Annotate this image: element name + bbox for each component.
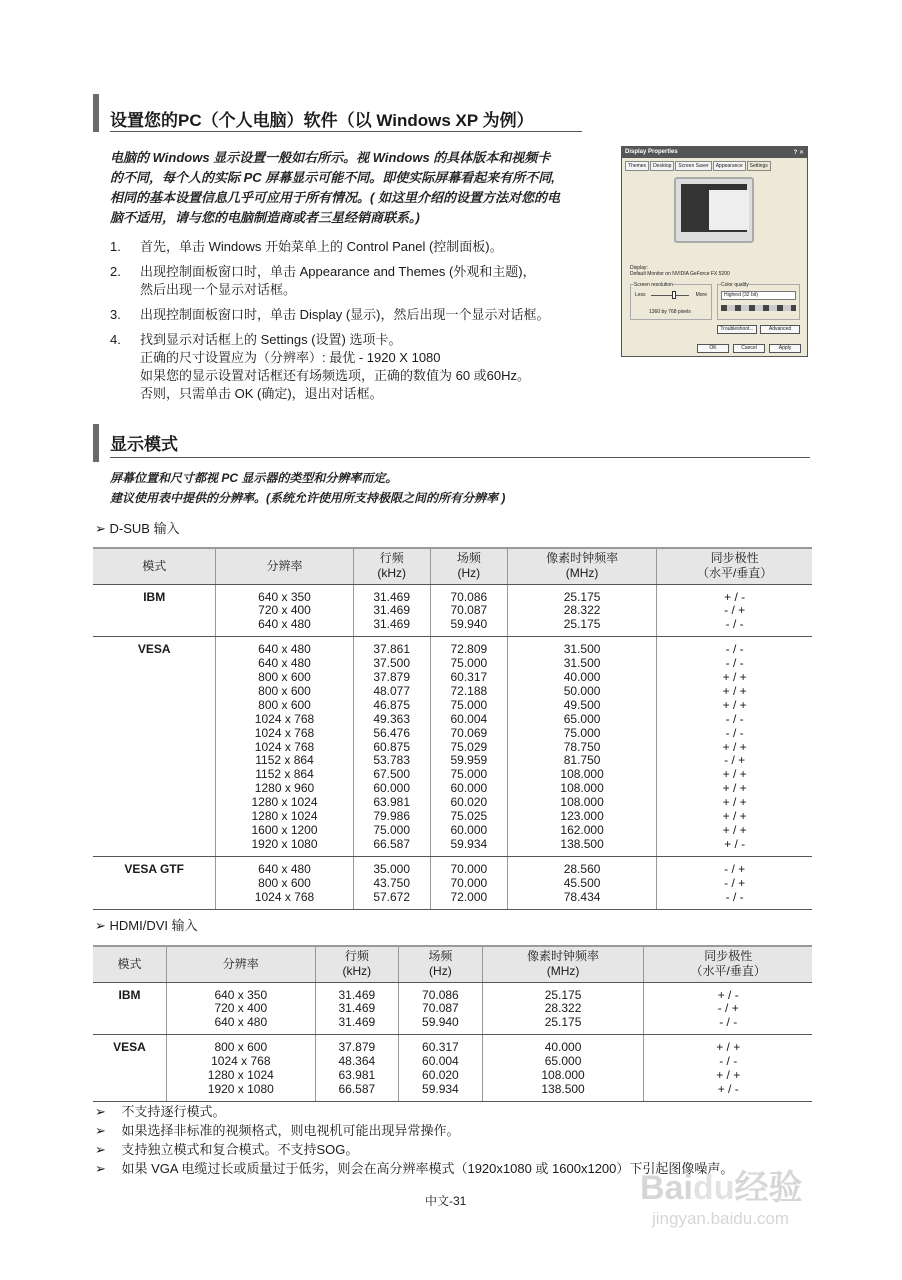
cell-value: - / -: [725, 711, 744, 726]
cell-value: 70.087: [450, 603, 488, 618]
display-value: Default Monitor on NVIDIA GeForce FX 5200: [630, 271, 730, 277]
step-item: [110, 238, 610, 256]
cell-value: - / -: [719, 1015, 738, 1030]
step-text: [140, 263, 536, 299]
cell-value: 1024 x 768: [254, 711, 315, 726]
cell-value: 50.000: [563, 683, 601, 698]
cell-value: 78.750: [563, 739, 601, 754]
cell-value: 59.934: [450, 836, 488, 851]
section-bar: [93, 424, 99, 462]
header-line: (kHz): [377, 566, 407, 581]
intro-line: 屏幕位置和尺寸都视 PC 显示器的类型和分辨率而定。: [110, 471, 398, 485]
resolution-label: Screen resolution: [634, 282, 673, 288]
advanced-button[interactable]: Advanced: [760, 325, 800, 334]
cell-value: 65.000: [544, 1054, 582, 1069]
value-cell: [399, 1035, 483, 1102]
cell-value: 162.000: [560, 823, 604, 837]
cell-value: 40.000: [544, 1040, 582, 1055]
cell-value: 75.000: [450, 767, 488, 782]
cell-value: 48.077: [373, 683, 411, 698]
cell-value: 70.087: [422, 1001, 459, 1016]
value-cell: [167, 982, 316, 1035]
column-header: [657, 548, 812, 584]
step-line: 首先，单击 Windows 开始菜单上的 Control Panel (控制面板)。: [140, 239, 503, 254]
note-item: ➢ 如果 VGA 电缆过长或质量过于低劣，则会在高分辨率模式（1920x1080 或 1600x1200）下引起图像噪声。: [95, 1161, 734, 1176]
step-item: [110, 263, 610, 299]
cell-value: 60.317: [422, 1040, 459, 1055]
cell-value: 63.981: [338, 1068, 376, 1083]
section-title-pc-setup: 设置您的PC（个人电脑）软件（以 Windows XP 为例）: [110, 111, 534, 130]
header-line: 分辨率: [222, 956, 259, 971]
cell-value: + / +: [722, 795, 747, 810]
cell-value: 59.940: [450, 617, 488, 632]
cell-value: 60.000: [450, 823, 488, 837]
value-cell: [399, 982, 483, 1035]
column-header: [430, 548, 507, 584]
cell-value: 60.020: [422, 1068, 459, 1083]
value-cell: [216, 584, 353, 637]
dsub-table: [93, 547, 812, 910]
cell-value: + / +: [716, 1068, 741, 1083]
dsub-label-text: D-SUB 输入: [109, 521, 180, 536]
cell-value: - / -: [725, 617, 744, 632]
cell-value: 640 x 350: [214, 987, 268, 1002]
cell-value: + / +: [722, 781, 747, 796]
column-header: [93, 548, 216, 584]
value-cell: [353, 584, 430, 637]
cell-value: 800 x 600: [258, 683, 311, 698]
value-cell: [507, 584, 656, 637]
cell-value: 57.672: [373, 889, 411, 904]
cell-value: 1280 x 1024: [251, 795, 318, 810]
cell-value: 60.317: [450, 670, 488, 685]
step-line: 找到显示对话框上的 Settings (设置) 选项卡。: [140, 332, 402, 347]
cell-value: 59.959: [450, 753, 488, 768]
baidu-watermark: Baidu经验 jingyan.baidu.com: [640, 1169, 803, 1228]
intro-text: [110, 468, 505, 508]
cell-value: 70.000: [450, 861, 488, 876]
mode-cell: VESA: [93, 637, 216, 857]
cell-value: 60.004: [450, 711, 488, 726]
cell-value: 31.469: [373, 603, 411, 618]
step-text: [140, 331, 530, 403]
cell-value: 37.861: [373, 642, 411, 657]
step-number: 1.: [110, 239, 121, 254]
cell-value: 1920 x 1080: [251, 836, 318, 851]
cell-value: 800 x 600: [214, 1040, 268, 1055]
header-line: (MHz): [565, 566, 599, 581]
cell-value: - / +: [724, 875, 746, 890]
cell-value: 800 x 600: [258, 875, 311, 890]
cell-value: 49.363: [373, 711, 411, 726]
cell-value: 31.469: [373, 617, 411, 632]
note-text: 如果 VGA 电缆过长或质量过于低劣，则会在高分辨率模式（1920x1080 或 1600x1200）下引起图像噪声。: [121, 1161, 734, 1176]
cell-value: 1280 x 1024: [251, 809, 318, 824]
cell-value: 640 x 350: [258, 589, 311, 604]
table-row-group: [93, 637, 812, 857]
cell-value: 48.364: [338, 1054, 376, 1069]
header-line: 场频: [456, 551, 481, 566]
cell-value: 75.025: [450, 809, 488, 824]
cell-value: 1152 x 864: [255, 767, 314, 782]
cell-value: 31.500: [563, 656, 601, 671]
intro-line: 相同的基本设置信息几乎可应用于所有情况。( 如这里介绍的设置方法对您的电: [110, 190, 560, 205]
cell-value: 31.469: [373, 589, 411, 604]
table-row-group: [93, 1035, 812, 1102]
header-line: (MHz): [546, 964, 580, 979]
step-number: 3.: [110, 307, 121, 322]
header-line: （水平/垂直）: [690, 964, 766, 979]
section-bar: [93, 94, 99, 132]
display-properties-dialog: [621, 146, 808, 357]
value-cell: [507, 637, 656, 857]
cell-value: + / +: [722, 697, 747, 712]
value-cell: [315, 982, 399, 1035]
cell-value: 1152 x 864: [255, 753, 314, 768]
cell-value: 720 x 400: [258, 603, 311, 618]
cell-value: + / +: [716, 1040, 741, 1055]
cell-value: 31.469: [338, 1001, 376, 1016]
value-cell: [430, 856, 507, 909]
cell-value: 31.469: [338, 1015, 376, 1030]
cell-value: 28.560: [563, 861, 601, 876]
step-item: [110, 306, 610, 324]
value-cell: [507, 856, 656, 909]
value-cell: [353, 856, 430, 909]
tab-themes[interactable]: Themes: [625, 161, 649, 171]
header-line: 模式: [142, 558, 167, 573]
cell-value: 60.000: [373, 781, 411, 796]
cell-value: 53.783: [373, 753, 411, 768]
note-item: ➢ 不支持逐行模式。: [95, 1104, 226, 1119]
cell-value: 37.879: [338, 1040, 376, 1055]
cell-value: 59.934: [422, 1081, 459, 1096]
header-line: 行频: [379, 551, 404, 566]
cell-value: + / +: [722, 767, 747, 782]
cell-value: 37.879: [373, 670, 411, 685]
step-line: 如果您的显示设置对话框还有场频选项，正确的数值为 60 或60Hz。: [140, 368, 531, 383]
apply-button[interactable]: Apply: [769, 344, 801, 353]
cell-value: 75.000: [450, 656, 488, 671]
page-number: 中文-31: [425, 1194, 467, 1208]
cell-value: 25.175: [544, 987, 582, 1002]
cancel-button[interactable]: Cancel: [733, 344, 765, 353]
cell-value: 1920 x 1080: [207, 1081, 274, 1096]
color-quality-value: Highest (32 bit): [724, 292, 758, 298]
step-text: [140, 306, 550, 324]
header-line: （水平/垂直）: [696, 566, 773, 581]
cell-value: 640 x 480: [214, 1015, 268, 1030]
column-header: [507, 548, 656, 584]
cell-value: 25.175: [563, 589, 601, 604]
cell-value: 46.875: [373, 697, 411, 712]
dialog-tabs: [622, 158, 807, 171]
value-cell: [353, 637, 430, 857]
tab-settings[interactable]: Settings: [747, 161, 771, 171]
column-header: [315, 946, 399, 982]
cell-value: - / +: [724, 603, 746, 618]
troubleshoot-button[interactable]: Troubleshoot...: [717, 325, 757, 334]
cell-value: 78.434: [563, 889, 601, 904]
note-item: ➢ 支持独立模式和复合模式。不支持SOG。: [95, 1142, 359, 1157]
header-row: [93, 548, 812, 584]
cell-value: 138.500: [541, 1081, 585, 1096]
cell-value: 35.000: [373, 861, 411, 876]
intro-line: 的不同，每个人的实际 PC 屏幕显示可能不同。即使实际屏幕看起来有所不同,: [110, 170, 555, 185]
cell-value: 1280 x 1024: [207, 1068, 274, 1083]
cell-value: 1280 x 960: [254, 781, 315, 796]
tab-screen-saver[interactable]: Screen Saver: [675, 161, 711, 171]
cell-value: + / +: [722, 823, 747, 837]
cell-value: - / -: [719, 1054, 738, 1069]
header-line: 像素时钟频率: [546, 551, 619, 566]
step-line: 出现控制面板窗口时，单击 Display (显示)，然后出现一个显示对话框。: [140, 307, 550, 322]
less-label: Less: [635, 292, 646, 298]
cell-value: 640 x 480: [258, 861, 311, 876]
cell-value: 108.000: [560, 767, 604, 782]
mode-cell: IBM: [93, 982, 167, 1035]
cell-value: 60.020: [450, 795, 488, 810]
resolution-slider[interactable]: [651, 295, 689, 296]
intro-line: 电脑的 Windows 显示设置一般如右所示。视 Windows 的具体版本和视频卡: [110, 150, 551, 165]
cell-value: 31.500: [563, 642, 601, 657]
cell-value: + / -: [717, 1081, 739, 1096]
header-line: 同步极性: [704, 949, 753, 964]
table-row-group: [93, 982, 812, 1035]
display-label: Display:: [630, 265, 648, 271]
header-line: 像素时钟频率: [527, 949, 600, 964]
header-row: [93, 946, 812, 982]
cell-value: 66.587: [338, 1081, 376, 1096]
monitor-preview: [674, 177, 754, 243]
column-header: [93, 946, 167, 982]
cell-value: 1600 x 1200: [251, 823, 318, 837]
cell-value: + / +: [722, 670, 747, 685]
cell-value: 79.986: [373, 809, 411, 824]
header-line: (Hz): [457, 566, 481, 581]
cell-value: 28.322: [563, 603, 601, 618]
cell-value: 81.750: [563, 753, 601, 768]
value-cell: [430, 637, 507, 857]
cell-value: + / -: [717, 987, 739, 1002]
more-label: More: [695, 292, 707, 298]
cell-value: + / -: [724, 836, 746, 851]
intro-text: [110, 148, 610, 228]
cell-value: 1024 x 768: [211, 1054, 271, 1069]
color-quality-label: Color quality: [721, 282, 749, 288]
column-header: [482, 946, 644, 982]
cell-value: 800 x 600: [258, 697, 311, 712]
cell-value: 108.000: [541, 1068, 585, 1083]
cell-value: 640 x 480: [258, 617, 311, 632]
cell-value: 138.500: [560, 836, 604, 851]
dialog-title: Display Properties: [625, 149, 678, 155]
cell-value: 60.875: [373, 739, 411, 754]
note-item: ➢ 如果选择非标准的视频格式，则电视机可能出现异常操作。: [95, 1123, 460, 1138]
cell-value: 70.086: [422, 987, 459, 1002]
cell-value: 800 x 600: [258, 670, 311, 685]
cell-value: 49.500: [563, 697, 601, 712]
cell-value: - / +: [724, 861, 746, 876]
table-row-group: [93, 584, 812, 637]
cell-value: 1024 x 768: [254, 739, 315, 754]
cell-value: 31.469: [338, 987, 376, 1002]
steps-list: [110, 238, 610, 410]
header-line: 模式: [117, 956, 142, 971]
header-line: (Hz): [429, 964, 452, 979]
cell-value: 72.809: [450, 642, 488, 657]
cell-value: 640 x 480: [258, 656, 311, 671]
header-line: 同步极性: [710, 551, 759, 566]
ok-button[interactable]: OK: [697, 344, 729, 353]
divider: [110, 457, 810, 458]
note-text: 支持独立模式和复合模式。不支持SOG。: [121, 1142, 359, 1157]
note-text: 不支持逐行模式。: [121, 1104, 226, 1119]
step-line: 否则，只需单击 OK (确定)，退出对话框。: [140, 386, 383, 401]
cell-value: 70.086: [450, 589, 488, 604]
cell-value: 60.004: [422, 1054, 459, 1069]
cell-value: 63.981: [373, 795, 411, 810]
cell-value: - / +: [724, 753, 746, 768]
cell-value: + / +: [722, 809, 747, 824]
header-line: (kHz): [342, 964, 372, 979]
hdmi-label: ➢ HDMI/DVI 输入: [95, 918, 198, 933]
mode-cell: VESA: [93, 1035, 167, 1102]
value-cell: [216, 856, 353, 909]
color-quality-select[interactable]: [721, 291, 796, 300]
step-item: [110, 331, 610, 403]
cell-value: 65.000: [563, 711, 601, 726]
cell-value: 70.069: [450, 725, 488, 740]
header-line: 行频: [344, 949, 369, 964]
intro-line: 建议使用表中提供的分辨率。(系统允许使用所支持极限之间的所有分辨率 ): [110, 491, 506, 505]
tab-desktop[interactable]: Desktop: [650, 161, 674, 171]
value-cell: [430, 584, 507, 637]
cell-value: 59.940: [422, 1015, 459, 1030]
value-cell: [167, 1035, 316, 1102]
column-header: [216, 548, 353, 584]
value-cell: [482, 1035, 644, 1102]
value-cell: [216, 637, 353, 857]
resolution-value: 1360 by 768 pixels: [649, 309, 691, 315]
hdmi-label-text: HDMI/DVI 输入: [109, 918, 198, 933]
cell-value: 72.188: [450, 683, 488, 698]
section-title-display-modes: 显示模式: [110, 435, 178, 454]
intro-line: 脑不适用，请与您的电脑制造商或者三星经销商联系。): [110, 210, 420, 225]
header-line: 场频: [428, 949, 453, 964]
cell-value: 75.000: [373, 823, 411, 837]
notes-list: [95, 1102, 733, 1178]
step-text: [140, 238, 503, 256]
column-header: [399, 946, 483, 982]
cell-value: 123.000: [560, 809, 604, 824]
cell-value: 75.029: [450, 739, 488, 754]
header-line: 分辨率: [266, 558, 303, 573]
value-cell: [315, 1035, 399, 1102]
cell-value: 640 x 480: [258, 642, 311, 657]
note-text: 如果选择非标准的视频格式，则电视机可能出现异常操作。: [121, 1123, 460, 1138]
divider: [110, 131, 582, 132]
cell-value: 1024 x 768: [254, 889, 315, 904]
cell-value: 75.000: [450, 697, 488, 712]
value-cell: [657, 584, 812, 637]
cell-value: 56.476: [373, 725, 411, 740]
step-line: 出现控制面板窗口时，单击 Appearance and Themes (外观和主题)，: [140, 264, 536, 279]
cell-value: 72.000: [450, 889, 488, 904]
cell-value: 66.587: [373, 836, 411, 851]
cell-value: 45.500: [563, 875, 601, 890]
cell-value: 28.322: [544, 1001, 582, 1016]
cell-value: - / -: [725, 889, 744, 904]
cell-value: 40.000: [563, 670, 601, 685]
cell-value: 25.175: [544, 1015, 582, 1030]
value-cell: [657, 637, 812, 857]
step-number: 4.: [110, 332, 121, 347]
column-header: [353, 548, 430, 584]
tab-appearance[interactable]: Appearance: [713, 161, 746, 171]
cell-value: - / +: [717, 1001, 739, 1016]
cell-value: - / -: [725, 725, 744, 740]
cell-value: 67.500: [373, 767, 411, 782]
step-line: 然后出现一个显示对话框。: [140, 282, 297, 297]
cell-value: 1024 x 768: [254, 725, 315, 740]
step-number: 2.: [110, 264, 121, 279]
cell-value: + / -: [724, 589, 746, 604]
color-bar: [721, 305, 796, 311]
dsub-label: ➢ D-SUB 输入: [95, 521, 180, 536]
cell-value: - / -: [725, 642, 744, 657]
cell-value: 25.175: [563, 617, 601, 632]
cell-value: 43.750: [373, 875, 411, 890]
column-header: [167, 946, 316, 982]
column-header: [644, 946, 812, 982]
step-line: 正确的尺寸设置应为（分辨率）: 最优 - 1920 X 1080: [140, 350, 441, 365]
cell-value: 720 x 400: [214, 1001, 268, 1016]
cell-value: 60.000: [450, 781, 488, 796]
cell-value: - / -: [725, 656, 744, 671]
cell-value: 70.000: [450, 875, 488, 890]
cell-value: 75.000: [563, 725, 601, 740]
cell-value: + / +: [722, 683, 747, 698]
value-cell: [644, 982, 812, 1035]
value-cell: [657, 856, 812, 909]
help-close-icons[interactable]: ? ✕: [793, 150, 804, 156]
hdmi-table: [93, 945, 812, 1102]
cell-value: 37.500: [373, 656, 411, 671]
mode-cell: IBM: [93, 584, 216, 637]
mode-cell: VESA GTF: [93, 856, 216, 909]
cell-value: + / +: [722, 739, 747, 754]
table-row-group: [93, 856, 812, 909]
cell-value: 108.000: [560, 795, 604, 810]
value-cell: [644, 1035, 812, 1102]
cell-value: 108.000: [560, 781, 604, 796]
value-cell: [482, 982, 644, 1035]
